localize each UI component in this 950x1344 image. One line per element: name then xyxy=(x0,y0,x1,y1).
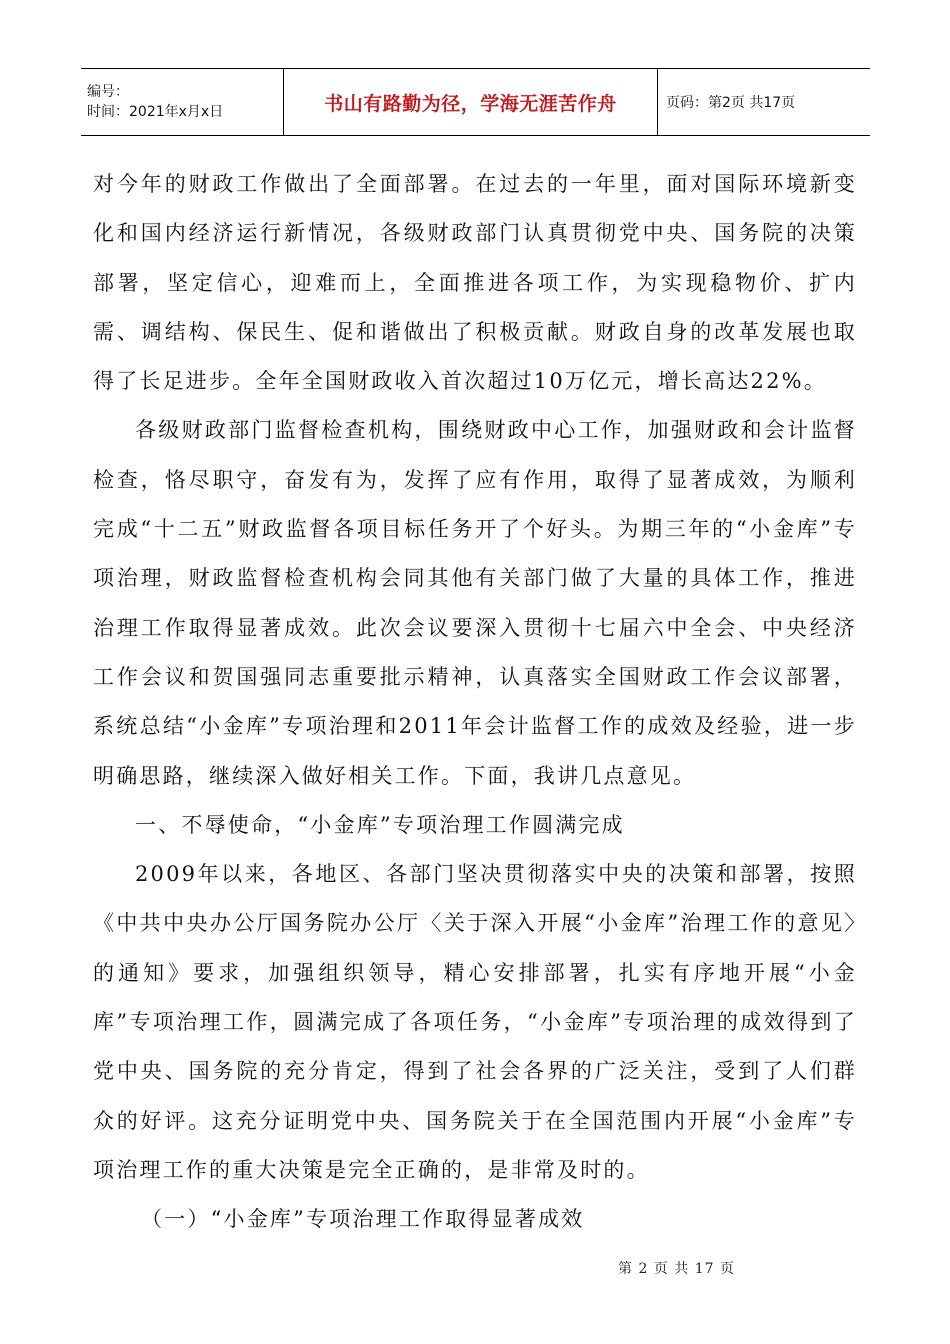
page-header xyxy=(81,68,870,136)
header-motto: 书山有路勤为径，学海无涯苦作舟 xyxy=(324,92,617,115)
header-motto-cell xyxy=(284,69,658,135)
body-paragraph-2: 各级财政部门监督检查机构，围绕财政中心工作，加强财政和会计监督检查，恪尽职守，奋发有为，发挥了应有作用，取得了显著成效，为顺利完成“十二五”财政监督各项目标任务开了个好头。为期三年的“小金库”专项治理，财政监督检查机构会同其他有关部门做了大量的具体工作，推进治理工作取得显著成效。此次会议要深入贯彻十七届六中全会、中央经济工作会议和贺国强同志重要批示精神，认真落实全国财政工作会议部署，系统总结“小金库”专项治理和2011年会计监督工作的成效及经验，进一步明确思路，继续深入做好相关工作。下面，我讲几点意见。 xyxy=(93,418,857,788)
body-paragraph-3: 2009年以来，各地区、各部门坚决贯彻落实中央的决策和部署，按照《中共中央办公厅国务院办公厅〈关于深入开展“小金库”治理工作的意见〉的通知》要求，加强组织领导，精心安排部署，扎实有序地开展“小金库”专项治理工作，圆满完成了各项任务，“小金库”专项治理的成效得到了党中央、国务院的充分肯定，得到了社会各界的广泛关注，受到了人们群众的好评。这充分证明党中央、国务院关于在全国范围内开展“小金库”专项治理工作的重大决策是完全正确的，是非常及时的。 xyxy=(93,862,857,1182)
document-body xyxy=(93,160,857,1245)
subsection-heading-1: （一）“小金库”专项治理工作取得显著成效 xyxy=(141,1207,585,1232)
page-footer: 第 2 页 共 17 页 xyxy=(618,1261,735,1277)
header-page-cell xyxy=(658,69,870,135)
body-paragraph-1: 对今年的财政工作做出了全面部署。在过去的一年里，面对国际环境新变化和国内经济运行新情况，各级财政部门认真贯彻党中央、国务院的决策部署，坚定信心，迎难而上，全面推进各项工作，为实现稳物价、扩内需、调结构、保民生、促和谐做出了积极贡献。财政自身的改革发展也取得了长足进步。全年全国财政收入首次超过10万亿元，增长高达22%。 xyxy=(93,172,857,394)
section-heading-1: 一、不辱使命，“小金库”专项治理工作圆满完成 xyxy=(135,812,625,837)
header-date-label: 时间：2021年x月x日 xyxy=(87,104,224,120)
header-page-label: 页码：第2页 共17页 xyxy=(666,95,796,111)
header-meta xyxy=(81,69,284,135)
header-number-label: 编号： xyxy=(87,84,129,100)
